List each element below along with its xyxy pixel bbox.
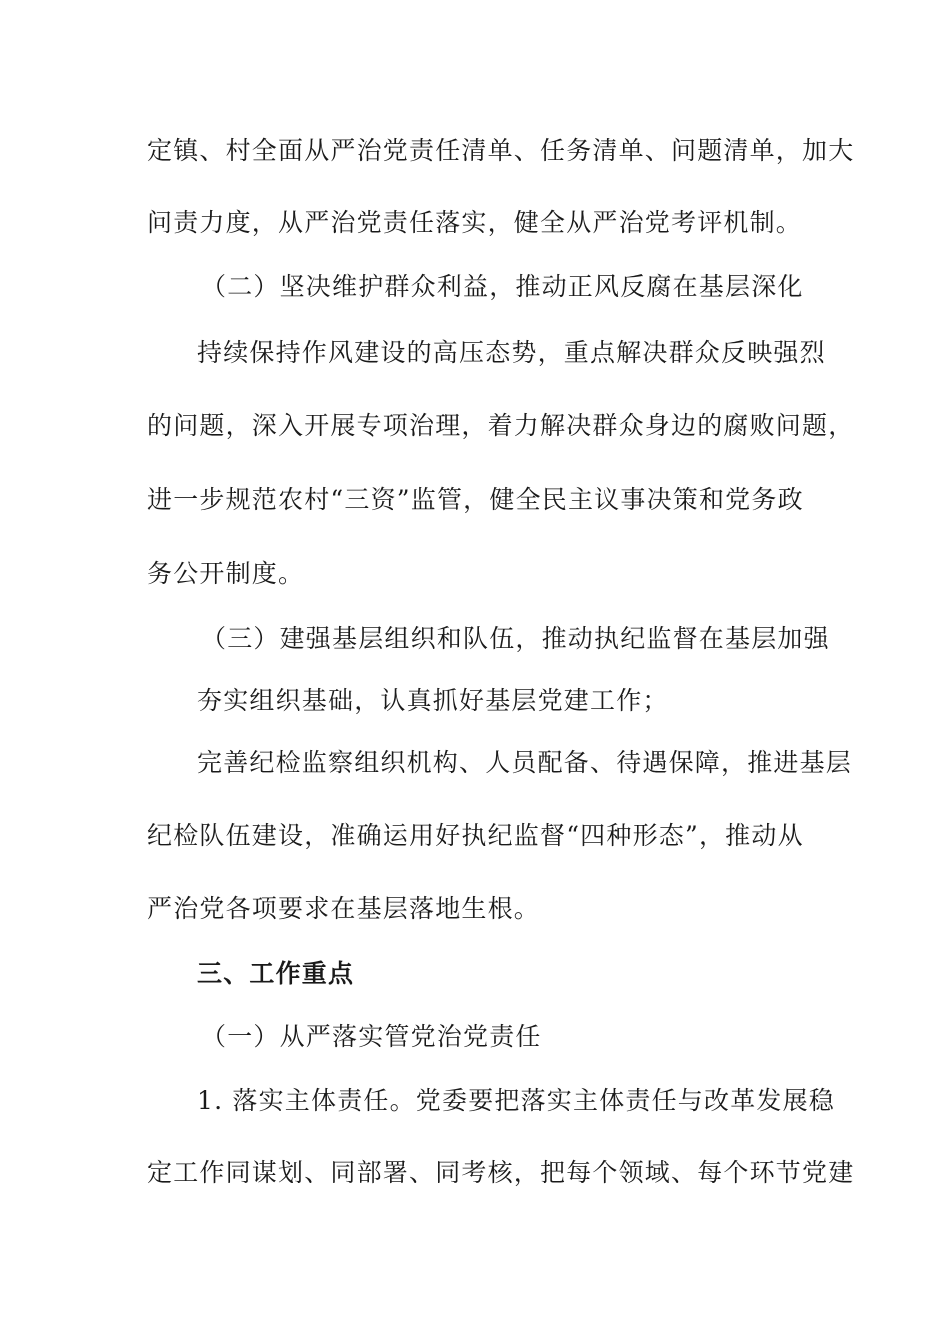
body-text-line: 的问题，深入开展专项治理，着力解决群众身边的腐败问题，: [147, 411, 855, 440]
body-text-line: 问责力度，从严治党责任落实，健全从严治党考评机制。: [147, 208, 803, 237]
body-text-line: 定工作同谋划、同部署、同考核，把每个领域、每个环节党建: [147, 1158, 855, 1187]
section-heading-3: 三、工作重点: [197, 959, 355, 988]
subsection-heading-2: （二）坚决维护群众利益，推动正风反腐在基层深化: [201, 272, 804, 301]
body-text-line: 纪检队伍建设，准确运用好执纪监督“四种形态”，推动从: [147, 821, 804, 850]
body-text-line: 持续保持作风建设的高压态势，重点解决群众反映强烈: [197, 338, 826, 367]
body-text-line: 进一步规范农村“三资”监管，健全民主议事决策和党务政: [147, 485, 804, 514]
body-text-line: 严治党各项要求在基层落地生根。: [147, 894, 541, 923]
subsection-heading-1: （一）从严落实管党治党责任: [201, 1022, 542, 1051]
body-text-line: 1. 落实主体责任。党委要把落实主体责任与改革发展稳: [197, 1086, 836, 1115]
body-text-line: 务公开制度。: [147, 559, 305, 588]
subsection-heading-3: （三）建强基层组织和队伍，推动执纪监督在基层加强: [201, 624, 830, 653]
body-text-line: 夯实组织基础，认真抓好基层党建工作；: [197, 686, 669, 715]
body-text-line: 定镇、村全面从严治党责任清单、任务清单、问题清单，加大: [147, 136, 855, 165]
body-text-line: 完善纪检监察组织机构、人员配备、待遇保障，推进基层: [197, 748, 853, 777]
